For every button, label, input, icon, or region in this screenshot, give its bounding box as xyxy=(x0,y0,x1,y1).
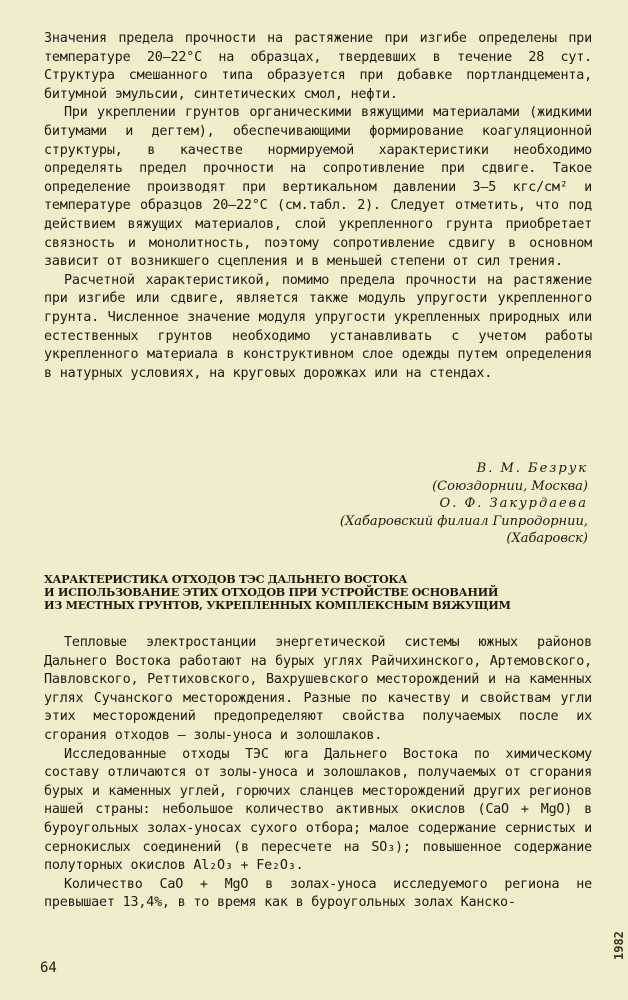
author-affiliation: (Хабаровск) xyxy=(506,531,588,546)
paragraph: Расчетной характеристикой, помимо предела прочности на растяжение при изгибе или сдвиге, является также модуль упругости укрепленного грунта. Численное значение модуля упругости укрепленных природных или естественных грунтов необходимо устанавливать с учетом работы укрепленного материала в конструктивном слое одежды путем определения в натурных условиях, на круговых дорожках или на стендах. xyxy=(44,272,592,381)
paragraph: Значения предела прочности на растяжение при изгибе определены при температуре 20–22°С на образцах, твердевших в течение 28 сут. Структура смешанного типа образуется при добавке портландцемента, битумной эмульсии, синтетических смол, нефти. xyxy=(44,31,592,102)
article-title xyxy=(44,573,604,612)
author-affiliation: (Союздорнии, Москва) xyxy=(432,478,588,494)
title-line: И ИСПОЛЬЗОВАНИЕ ЭТИХ ОТХОДОВ ПРИ УСТРОЙСТВЕ ОСНОВАНИЙ xyxy=(44,585,499,599)
author-signature xyxy=(340,460,588,548)
author-affiliation: (Хабаровский филиал Гипродорнии, xyxy=(339,513,588,529)
paragraph: Исследованные отходы ТЭС юга Дальнего Востока по химическому составу отличаются от золы-уноса и золошлаков, получаемых от сгорания бурых и каменных углей, горючих сланцев месторождений других регионов нашей страны: небольшое количество активных окислов (CaO + MgO) в буроугольных золах-уносах сухого отбора; малое содержание сернистых и сернокислых соединений (в пересчете на SO₃); повышенное содержание полуторных окислов Al₂O₃ + Fe₂O₃. xyxy=(44,746,592,874)
author-name: В. М. Безрук xyxy=(476,461,588,476)
edge-stamp: 1982 xyxy=(612,931,626,960)
paragraph: Количество CaO + MgO в золах-уноса исследуемого региона не превышает 13,4%, в то время как в буроугольных золах Канско- xyxy=(44,876,592,911)
title-line: ИЗ МЕСТНЫХ ГРУНТОВ, УКРЕПЛЕННЫХ КОМПЛЕКСНЫМ ВЯЖУЩИМ xyxy=(44,598,511,612)
paragraph: Тепловые электростанции энергетической системы южных районов Дальнего Востока работают на бурых углях Райчихинского, Артемовского, Павловского, Реттиховского, Вахрушевского месторождений и на каменных углях Сучанского месторождения. Разные по качеству и свойствам угли этих месторождений предопределяют свойства получаемых после их сгорания отходов – золы-уноса и золошлаков. xyxy=(44,635,592,743)
article-body xyxy=(44,634,592,913)
title-line: ХАРАКТЕРИСТИКА ОТХОДОВ ТЭС ДАЛЬНЕГО ВОСТОКА xyxy=(44,572,408,586)
paragraph: При укреплении грунтов органическими вяжущими материалами (жидкими битумами и дегтем), обеспечивающими формирование коагуляционной структуры, в качестве нормируемой характеристики необходимо определять предел прочности на сопротивление при сдвиге. Такое определение производят при вертикальном давлении 3–5 кгс/см² и температуре образцов 20–22°С (см.табл. 2). Следует отметить, что под действием вяжущих материалов, слой укрепленного грунта приобретает связность и монолитность, поэтому сопротивление сдвигу в основном зависит от возникшего сцепления и в меньшей степени от сил трения. xyxy=(44,105,592,270)
top-text-block xyxy=(44,30,592,383)
author-name: О. Ф. Закурдаева xyxy=(439,496,588,511)
page-number: 64 xyxy=(40,960,57,976)
